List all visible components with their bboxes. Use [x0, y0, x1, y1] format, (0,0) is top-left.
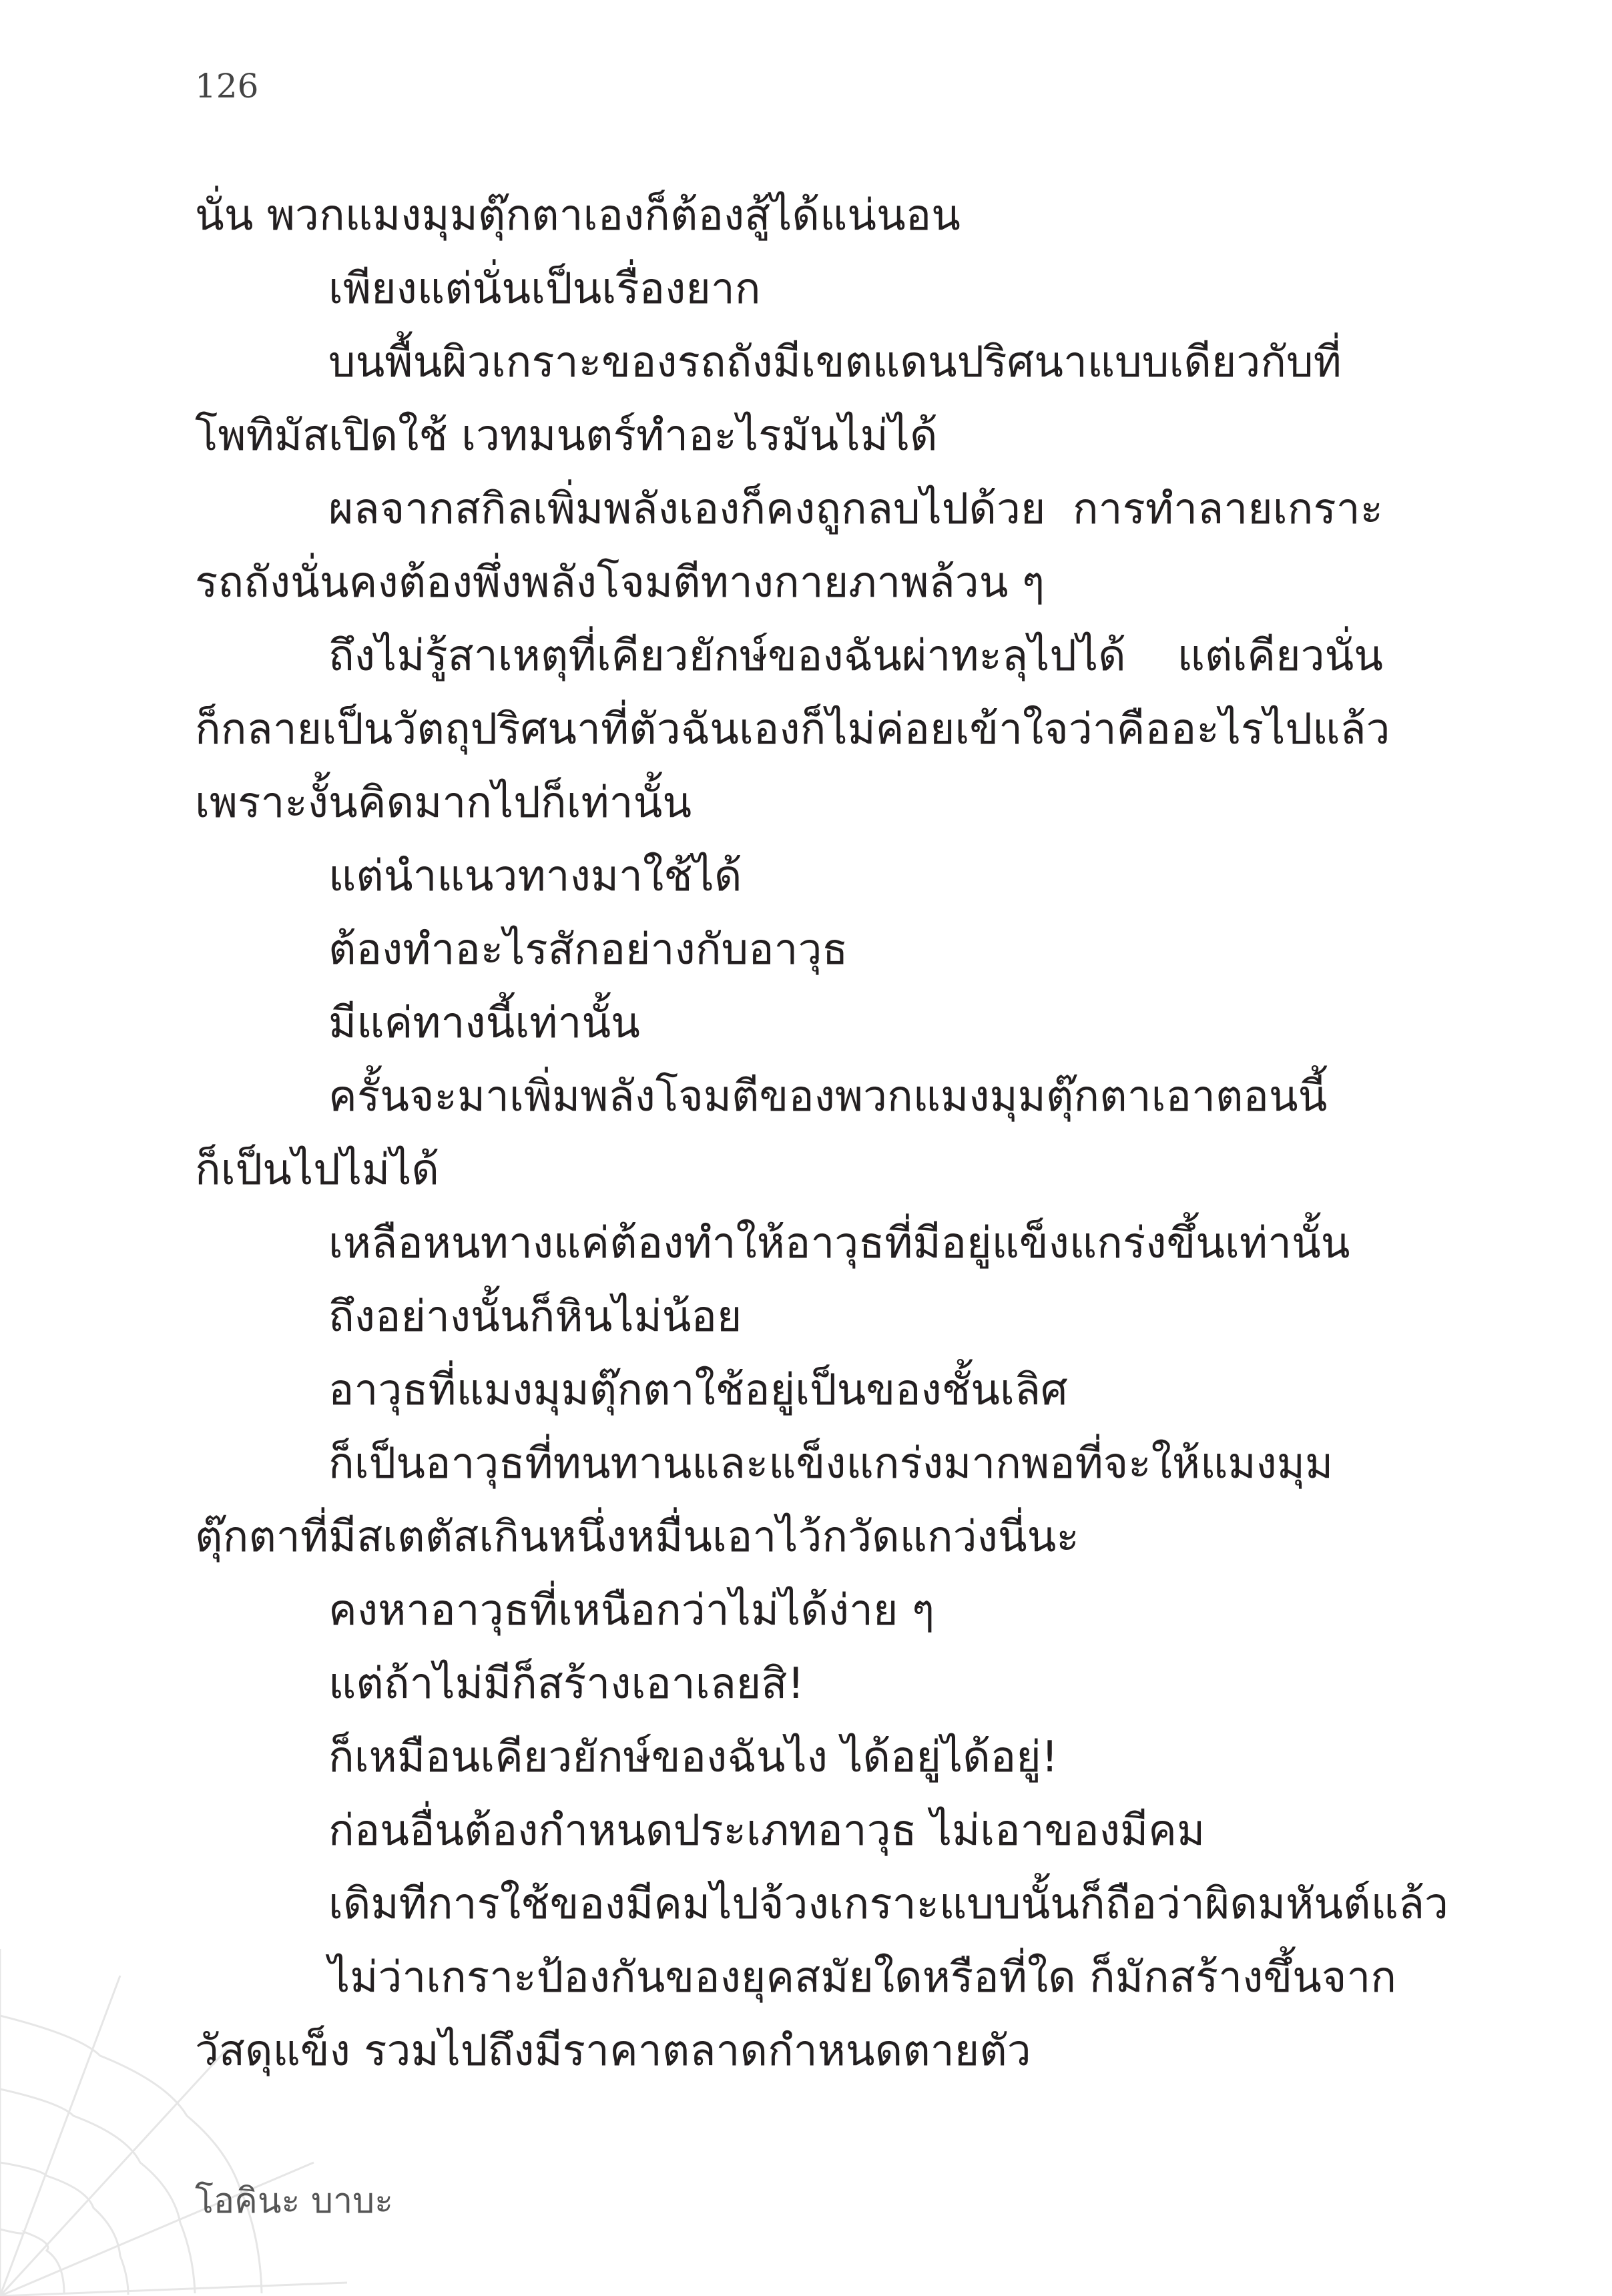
- text-line: ก่อนอื่นต้องกำหนดประเภทอาวุธ ไม่เอาของมีคม: [328, 1806, 1205, 1855]
- text-line: ตุ๊กตาที่มีสเตตัสเกินหนึ่งหมื่นเอาไว้กวัดแกว่งนี่นะ: [195, 1512, 1079, 1562]
- text-line: เหลือหนทางแค่ต้องทำให้อาวุธที่มีอยู่แข็งแกร่งขึ้นเท่านั้น: [328, 1219, 1350, 1268]
- text-line: ผลจากสกิลเพิ่มพลังเองก็คงถูกลบไปด้วย การทำลายเกราะ: [328, 485, 1383, 534]
- spider-web-icon: [0, 1949, 347, 2296]
- text-line: รถถังนั่นคงต้องพึ่งพลังโจมตีทางกายภาพล้วน ๆ: [195, 558, 1045, 607]
- text-line: ครั้นจะมาเพิ่มพลังโจมตีของพวกแมงมุมตุ๊กตาเอาตอนนี้: [328, 1072, 1328, 1121]
- text-line: ถึงไม่รู้สาเหตุที่เคียวยักษ์ของฉันผ่าทะลุไปได้ แต่เคียวนั่น: [328, 631, 1383, 681]
- text-line: ก็เหมือนเคียวยักษ์ของฉันไง ได้อยู่ได้อยู่!: [328, 1733, 1059, 1782]
- page-number: 126: [195, 67, 259, 105]
- footer-author: โอคินะ บาบะ: [195, 2181, 394, 2221]
- text-line: เดิมทีการใช้ของมีคมไปจ้วงเกราะแบบนั้นก็ถือว่าผิดมหันต์แล้ว: [328, 1880, 1448, 1929]
- text-line: ต้องทำอะไรสักอย่างกับอาวุธ: [328, 925, 848, 974]
- text-line: แต่นำแนวทางมาใช้ได้: [328, 852, 742, 901]
- body-text: [195, 179, 1448, 2088]
- text-line: แต่ถ้าไม่มีก็สร้างเอาเลยสิ!: [328, 1659, 804, 1709]
- text-line: ก็กลายเป็นวัตถุปริศนาที่ตัวฉันเองก็ไม่ค่อยเข้าใจว่าคืออะไรไปแล้ว: [195, 705, 1390, 754]
- text-line: ถึงอย่างนั้นก็หินไม่น้อย: [328, 1292, 742, 1342]
- text-line: อาวุธที่แมงมุมตุ๊กตาใช้อยู่เป็นของชั้นเลิศ: [328, 1366, 1068, 1415]
- text-line: มีแค่ทางนี้เท่านั้น: [328, 998, 640, 1048]
- text-line: บนพื้นผิวเกราะของรถถังมีเขตแดนปริศนาแบบเดียวกับที่: [328, 338, 1342, 387]
- text-line: เพราะงั้นคิดมากไปก็เท่านั้น: [195, 778, 692, 828]
- text-line: ไม่ว่าเกราะป้องกันของยุคสมัยใดหรือที่ใด ก็มักสร้างขึ้นจาก: [328, 1953, 1397, 2002]
- text-line: เพียงแต่นั่นเป็นเรื่องยาก: [328, 264, 761, 314]
- text-line: ก็เป็นไปไม่ได้: [195, 1145, 439, 1195]
- text-line: วัสดุแข็ง รวมไปถึงมีราคาตลาดกำหนดตายตัว: [195, 2026, 1031, 2076]
- text-line: คงหาอาวุธที่เหนือกว่าไม่ได้ง่าย ๆ: [328, 1586, 935, 1635]
- text-line: ก็เป็นอาวุธที่ทนทานและแข็งแกร่งมากพอที่จะให้แมงมุม: [328, 1439, 1334, 1488]
- text-line: นั่น พวกแมงมุมตุ๊กตาเองก็ต้องสู้ได้แน่นอน: [195, 191, 961, 240]
- text-line: โพทิมัสเปิดใช้ เวทมนตร์ทำอะไรมันไม่ได้: [195, 411, 938, 461]
